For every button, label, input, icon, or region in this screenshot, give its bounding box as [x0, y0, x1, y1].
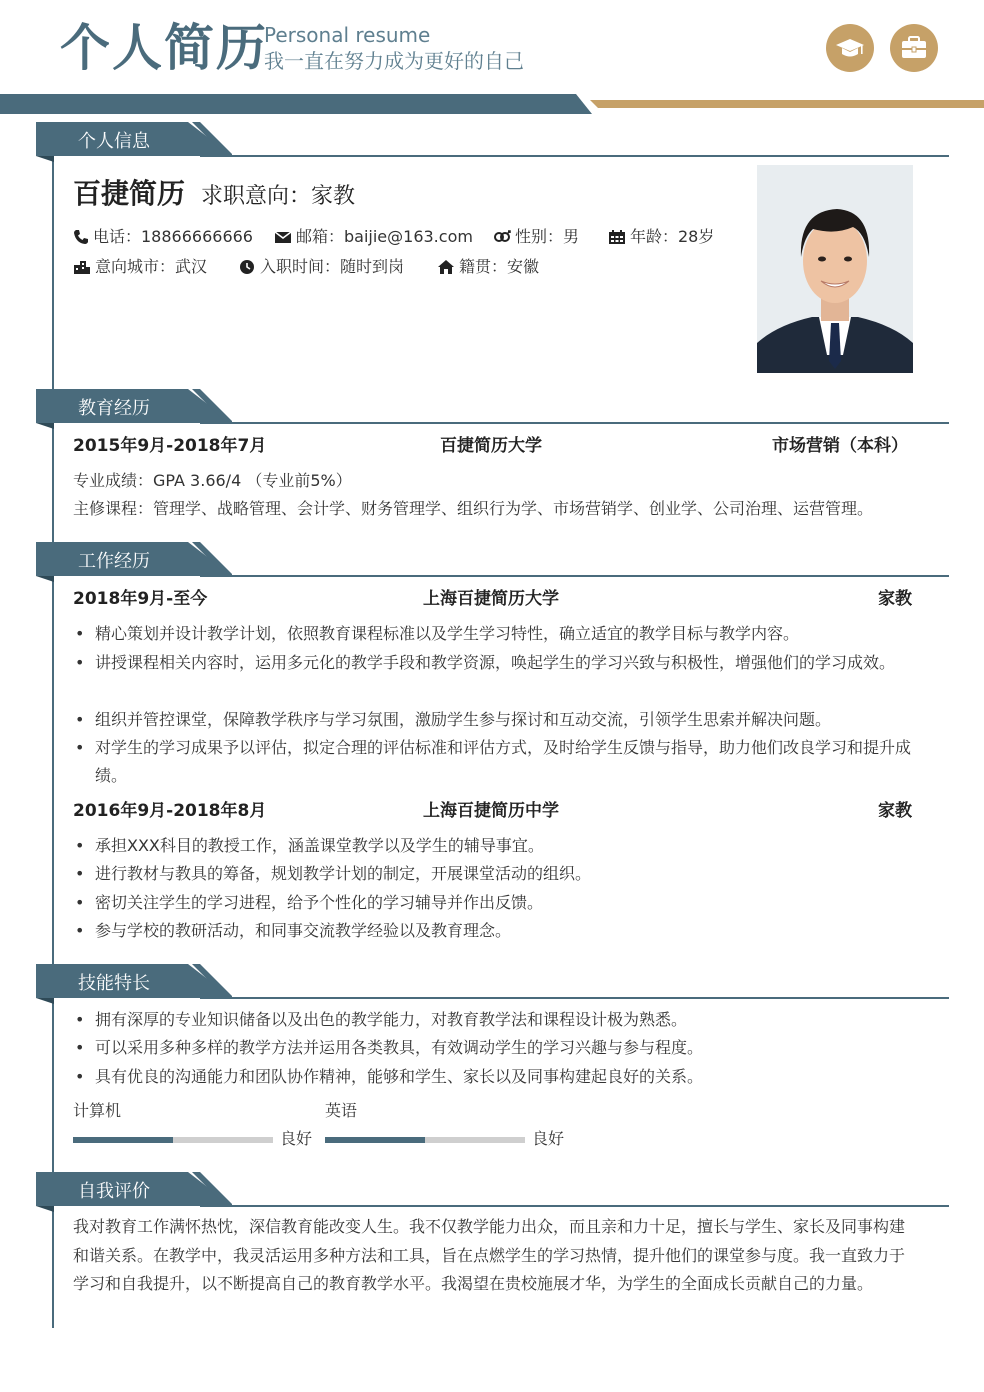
section-title: 教育经历 — [78, 398, 150, 419]
edu-gpa: 专业成绩：GPA 3.66/4 （专业前5%） — [73, 471, 352, 490]
email-text: 邮箱：baijie@163.com — [296, 227, 473, 246]
hometown-info — [437, 256, 539, 278]
job-bullet: • 精心策划并设计教学计划，依照教育课程标准以及学生学习特性，确立适宜的教学目标与教学内容。 — [73, 620, 913, 648]
job-org: 上海百捷简历大学 — [423, 589, 559, 609]
job-period: 2018年9月-至今 — [73, 589, 208, 609]
mail-icon — [274, 229, 292, 245]
resume-subtitle-cn: 我一直在努力成为更好的自己 — [264, 49, 524, 73]
edu-major: 市场营销（本科） — [772, 436, 908, 456]
job-role: 家教 — [878, 589, 912, 609]
skill-bar-fill — [73, 1137, 173, 1143]
gender-info — [493, 226, 579, 248]
job-bullet: • 密切关注学生的学习进程，给予个性化的学习辅导并作出反馈。 — [73, 889, 913, 917]
job-bullet: • 组织并管控课堂，保障教学秩序与学习氛围，激励学生参与探讨和互动交流，引领学生思索并解决问题。 — [73, 706, 913, 734]
age-text: 年龄：28岁 — [630, 227, 715, 246]
email-info — [274, 226, 473, 248]
home-icon — [437, 259, 455, 275]
edu-period: 2015年9月-2018年7月 — [73, 436, 267, 456]
profile-photo — [757, 165, 913, 373]
job-period: 2016年9月-2018年8月 — [73, 801, 267, 821]
job-bullet: • 承担XXX科目的教授工作，涵盖课堂教学以及学生的辅导事宜。 — [73, 832, 913, 860]
left-frame-line — [52, 148, 54, 1328]
phone-icon — [73, 229, 89, 245]
job-bullet: • 进行教材与教具的筹备，规划教学计划的制定，开展课堂活动的组织。 — [73, 860, 913, 888]
section-title: 自我评价 — [78, 1181, 150, 1202]
age-info — [608, 226, 714, 248]
graduation-cap-icon — [826, 24, 874, 72]
skill-level: 良好 — [532, 1129, 565, 1148]
skill-bar-fill — [325, 1137, 425, 1143]
job-intent: 求职意向：家教 — [201, 184, 356, 209]
skill-bullet: • 具有优良的沟通能力和团队协作精神，能够和学生、家长以及同事构建起良好的关系。 — [73, 1063, 913, 1091]
skill-bar — [73, 1137, 273, 1143]
self-eval-text: 我对教育工作满怀热忱，深信教育能改变人生。我不仅教学能力出众，而且亲和力十足，擅长与学生、家长及同事构建和谐关系。在教学中，我灵活运用多种方法和工具，旨在点燃学生的学习热情，提升他们的课堂参与度。我一直致力于学习和自我提升，以不断提高自己的教育教学水平。我渴望在贵校施展才华，为学生的全面成长贡献自己的力量。 — [73, 1217, 906, 1293]
skill-level: 良好 — [280, 1129, 313, 1148]
header-banner — [0, 94, 984, 116]
job-bullet: • 对学生的学习成果予以评估，拟定合理的评估标准和评估方式，及时给学生反馈与指导，助力他们改良学习和提升成绩。 — [73, 734, 913, 790]
city-text: 意向城市：武汉 — [95, 257, 208, 276]
job-role: 家教 — [878, 801, 912, 821]
resume-subtitle-en: Personal resume — [264, 23, 431, 47]
section-underline — [200, 575, 949, 577]
briefcase-icon — [890, 24, 938, 72]
gender-icon — [493, 229, 511, 245]
phone-info — [73, 226, 253, 248]
job-bullet: • 讲授课程相关内容时，运用多元化的教学手段和教学资源，唤起学生的学习兴致与积极性，增强他们的学习成效。 — [73, 649, 913, 677]
section-title: 个人信息 — [78, 131, 150, 152]
resume-title: 个人简历 — [60, 19, 268, 77]
hometown-text: 籍贯：安徽 — [459, 257, 540, 276]
section-title: 工作经历 — [78, 551, 150, 572]
candidate-name: 百捷简历 — [73, 177, 186, 210]
city-info — [73, 256, 207, 278]
section-title: 技能特长 — [78, 973, 150, 994]
skill-label: 英语 — [325, 1101, 358, 1120]
job-bullet: • 参与学校的教研活动，和同事交流教学经验以及教育理念。 — [73, 917, 913, 945]
gender-text: 性别：男 — [515, 227, 580, 246]
start-text: 入职时间：随时到岗 — [260, 257, 405, 276]
start-info — [238, 256, 404, 278]
section-underline — [200, 1205, 949, 1207]
clock-icon — [238, 259, 256, 275]
edu-courses: 主修课程：管理学、战略管理、会计学、财务管理学、组织行为学、市场营销学、创业学、公司治理、运营管理。 — [73, 499, 874, 518]
skill-bullet: • 拥有深厚的专业知识储备以及出色的教学能力，对教育教学法和课程设计极为熟悉。 — [73, 1006, 913, 1034]
skill-bullet: • 可以采用多种多样的教学方法并运用各类教具，有效调动学生的学习兴趣与参与程度。 — [73, 1034, 913, 1062]
skill-label: 计算机 — [73, 1101, 122, 1120]
skill-bar — [325, 1137, 525, 1143]
calendar-icon — [608, 229, 626, 245]
job-org: 上海百捷简历中学 — [423, 801, 559, 821]
section-underline — [200, 997, 949, 999]
city-icon — [73, 259, 91, 275]
edu-school: 百捷简历大学 — [440, 436, 542, 456]
section-underline — [200, 155, 949, 157]
phone-text: 电话：18866666666 — [93, 227, 253, 246]
section-underline — [200, 422, 949, 424]
